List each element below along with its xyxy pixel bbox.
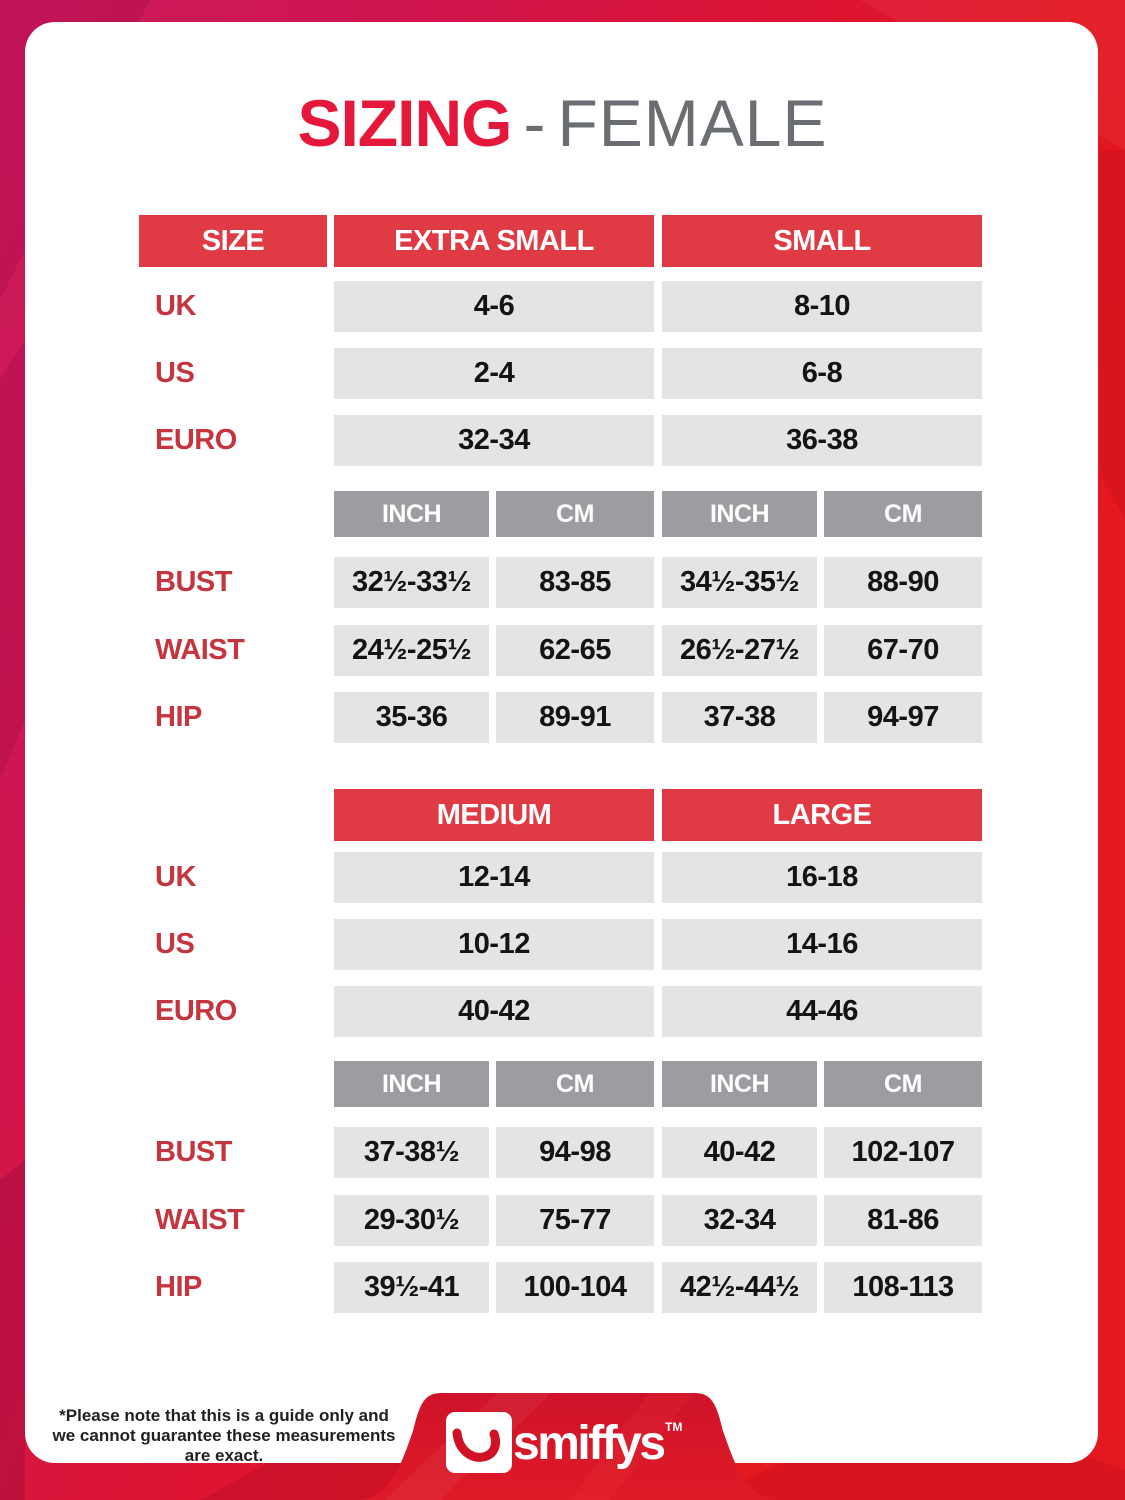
cell-euro-l: 44-46 [662, 986, 982, 1037]
table2-corner-spacer [139, 789, 327, 841]
row-label-euro: EURO [155, 424, 237, 456]
cell-waist-xs-inch: 24½-25½ [334, 625, 489, 676]
title-sizing: SIZING [297, 86, 512, 160]
row-label-uk: UK [155, 290, 196, 322]
table2-row-waist [139, 1195, 982, 1246]
cell-euro-xs: 32-34 [334, 415, 654, 466]
cell-uk-m: 12-14 [334, 852, 654, 903]
unit-header-cm-m: CM [496, 1061, 654, 1107]
cell-bust-l-inch: 40-42 [662, 1127, 817, 1178]
row-label-euro: EURO [155, 995, 237, 1027]
table2-row-hip [139, 1262, 982, 1313]
table2-row-us [139, 919, 982, 970]
cell-waist-l-inch: 32-34 [662, 1195, 817, 1246]
row-label-us: US [155, 928, 195, 960]
cell-euro-m: 40-42 [334, 986, 654, 1037]
row-label-bust: BUST [155, 566, 232, 598]
cell-bust-s-inch: 34½-35½ [662, 557, 817, 608]
cell-bust-l-cm: 102-107 [824, 1127, 982, 1178]
table1-row-euro [139, 415, 982, 466]
cell-hip-s-cm: 94-97 [824, 692, 982, 743]
cell-waist-l-cm: 81-86 [824, 1195, 982, 1246]
cell-us-xs: 2-4 [334, 348, 654, 399]
unit-header-inch-m: INCH [334, 1061, 489, 1107]
cell-waist-s-inch: 26½-27½ [662, 625, 817, 676]
row-label-hip: HIP [155, 701, 202, 733]
unit-header-inch-s: INCH [662, 491, 817, 537]
table2-row-uk [139, 852, 982, 903]
row-label-uk: UK [155, 861, 196, 893]
row-label-waist: WAIST [155, 634, 245, 666]
cell-uk-s: 8-10 [662, 281, 982, 332]
table2-col-header-medium: MEDIUM [334, 789, 654, 841]
cell-bust-m-inch: 37-38½ [334, 1127, 489, 1178]
cell-euro-s: 36-38 [662, 415, 982, 466]
unit-header-cm-s: CM [824, 491, 982, 537]
row-label-us: US [155, 357, 195, 389]
table1-corner-header: SIZE [139, 215, 327, 267]
unit-header-cm-xs: CM [496, 491, 654, 537]
row-label-waist: WAIST [155, 1204, 245, 1236]
cell-hip-m-inch: 39½-41 [334, 1262, 489, 1313]
smiffys-wordmark: smiffys [513, 1417, 664, 1470]
trademark-symbol: TM [665, 1420, 683, 1434]
table1-row-bust [139, 557, 982, 608]
unit-header-spacer [139, 1061, 327, 1107]
cell-uk-xs: 4-6 [334, 281, 654, 332]
page-title [0, 88, 1125, 158]
cell-us-s: 6-8 [662, 348, 982, 399]
unit-header-inch-l: INCH [662, 1061, 817, 1107]
cell-bust-m-cm: 94-98 [496, 1127, 654, 1178]
unit-header-inch-xs: INCH [334, 491, 489, 537]
table2-row-euro [139, 986, 982, 1037]
smile-icon [446, 1412, 512, 1473]
table1-row-hip [139, 692, 982, 743]
cell-bust-s-cm: 88-90 [824, 557, 982, 608]
cell-hip-l-inch: 42½-44½ [662, 1262, 817, 1313]
table2-unit-header-row [139, 1061, 982, 1107]
cell-hip-s-inch: 37-38 [662, 692, 817, 743]
table1-header-row [139, 215, 982, 267]
cell-waist-m-cm: 75-77 [496, 1195, 654, 1246]
row-label-hip: HIP [155, 1271, 202, 1303]
unit-header-cm-l: CM [824, 1061, 982, 1107]
title-separator: - [523, 86, 546, 160]
table1-col-header-small: SMALL [662, 215, 982, 267]
table2-header-row [139, 789, 982, 841]
cell-hip-m-cm: 100-104 [496, 1262, 654, 1313]
cell-hip-l-cm: 108-113 [824, 1262, 982, 1313]
title-female: FEMALE [557, 86, 828, 160]
disclaimer-text: *Please note that this is a guide only and we cannot guarantee these measurements are exact. [52, 1406, 396, 1465]
cell-uk-l: 16-18 [662, 852, 982, 903]
cell-hip-xs-cm: 89-91 [496, 692, 654, 743]
cell-bust-xs-cm: 83-85 [496, 557, 654, 608]
cell-us-m: 10-12 [334, 919, 654, 970]
table1-row-uk [139, 281, 982, 332]
table1-row-us [139, 348, 982, 399]
cell-waist-xs-cm: 62-65 [496, 625, 654, 676]
table1-col-header-extra-small: EXTRA SMALL [334, 215, 654, 267]
table1-row-waist [139, 625, 982, 676]
cell-waist-s-cm: 67-70 [824, 625, 982, 676]
cell-waist-m-inch: 29-30½ [334, 1195, 489, 1246]
unit-header-spacer [139, 491, 327, 537]
table1-unit-header-row [139, 491, 982, 537]
table2-row-bust [139, 1127, 982, 1178]
row-label-bust: BUST [155, 1136, 232, 1168]
table2-col-header-large: LARGE [662, 789, 982, 841]
cell-hip-xs-inch: 35-36 [334, 692, 489, 743]
cell-us-l: 14-16 [662, 919, 982, 970]
smiffys-logo-mark [446, 1412, 512, 1473]
cell-bust-xs-inch: 32½-33½ [334, 557, 489, 608]
